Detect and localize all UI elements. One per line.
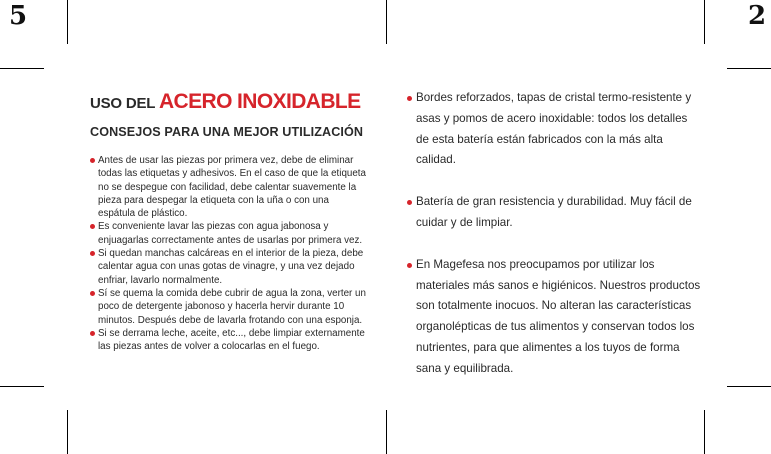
crop-mark [386, 410, 387, 454]
bullet-dot-icon [90, 224, 95, 229]
list-item [98, 327, 368, 354]
feature-text: Bordes reforzados, tapas de cristal termo-resistente y asas y pomos de acero inoxidable: todos los detalles de esta batería están fabricados con la más alta calidad. [416, 91, 692, 167]
crop-mark [704, 0, 705, 44]
bullet-dot-icon [90, 251, 95, 256]
list-item [416, 255, 701, 380]
page-subtitle: CONSEJOS PARA UNA MEJOR UTILIZACIÓN [90, 125, 364, 139]
list-item [98, 247, 368, 287]
list-item [416, 192, 701, 234]
bullet-dot-icon [90, 291, 95, 296]
page-number-right: 2 [748, 1, 767, 31]
features-list [416, 88, 701, 380]
feature-text: En Magefesa nos preocupamos por utilizar los materiales más sanos e higiénicos. Nuestros productos son totalmente inocuos. No alteran las características organolépticas de tus alimentos y conservan todos los nutrientes, para que alimentes a los tuyos de forma sana y equilibrada. [416, 257, 701, 375]
title-highlight: ACERO INOXIDABLE [158, 90, 361, 113]
crop-mark [67, 410, 68, 454]
bullet-dot-icon [90, 158, 95, 163]
tip-text: Antes de usar las piezas por primera vez, debe de eliminar todas las etiquetas y adhesivos. En el caso de que la etiqueta no se despegue con facilidad, debe calentar suavemente la pieza para despegar la etiqueta con la uña o con una espátula de plástico. [98, 155, 366, 220]
crop-mark [0, 386, 44, 387]
bullet-dot-icon [90, 331, 95, 336]
title-prefix: USO DEL [90, 95, 159, 112]
tips-list [98, 154, 368, 353]
crop-mark [704, 410, 705, 454]
list-item [98, 220, 368, 247]
crop-mark [727, 68, 771, 69]
bullet-dot-icon [407, 96, 412, 101]
page-title [90, 91, 361, 112]
page-number-left: 5 [9, 1, 28, 31]
crop-mark [727, 386, 771, 387]
list-item [98, 154, 368, 220]
tip-text: Si se derrama leche, aceite, etc..., debe limpiar externamente las piezas antes de volver a colocarlas en el fuego. [98, 327, 365, 353]
list-item [416, 88, 701, 171]
crop-mark [0, 68, 44, 69]
tip-text: Sí se quema la comida debe cubrir de agua la zona, verter un poco de detergente jabonoso y hacerla hervir durante 10 minutos. Después debe de lavarla frotando con una esponja. [98, 287, 366, 326]
list-item [98, 287, 368, 327]
crop-mark [67, 0, 68, 44]
tip-text: Es conveniente lavar las piezas con agua jabonosa y enjuagarlas correctamente antes de usarlas por primera vez. [98, 221, 363, 246]
crop-mark [386, 0, 387, 44]
bullet-dot-icon [407, 200, 412, 205]
tip-text: Si quedan manchas calcáreas en el interior de la pieza, debe calentar agua con unas gotas de vinagre, y una vez dejado enfriar, lavarlo normalmente. [98, 248, 364, 286]
feature-text: Batería de gran resistencia y durabilidad. Muy fácil de cuidar y de limpiar. [416, 195, 692, 229]
bullet-dot-icon [407, 263, 412, 268]
